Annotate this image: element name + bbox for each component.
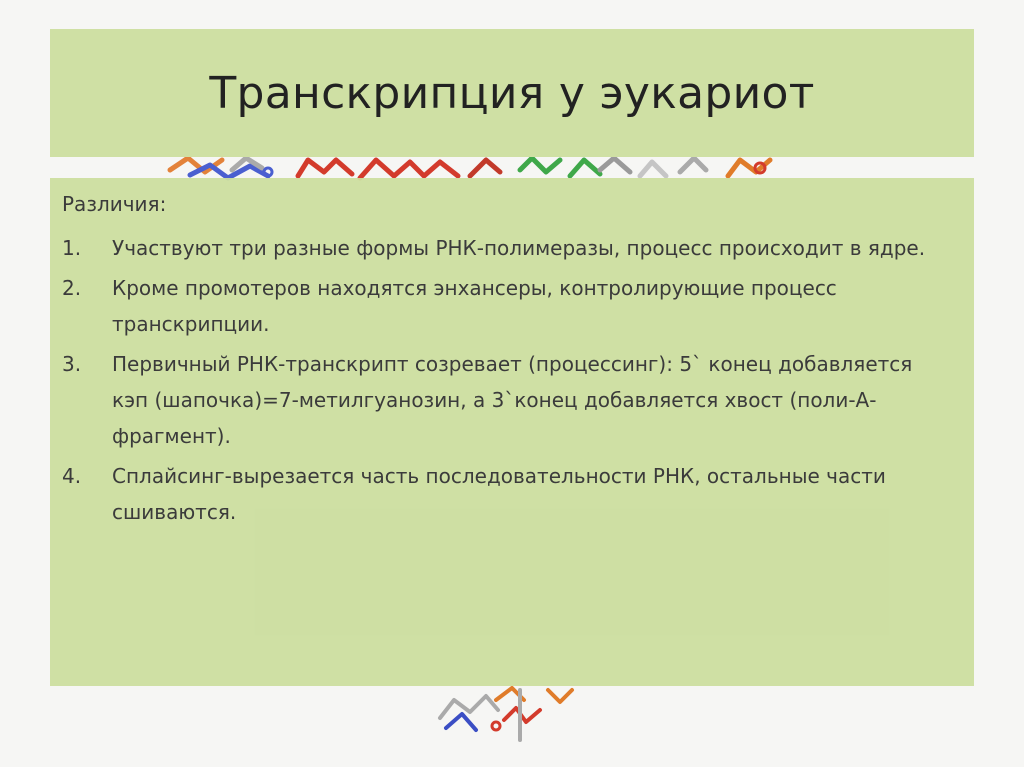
list-item <box>62 346 948 454</box>
list-item-text: Кроме промотеров находятся энхансеры, контролирующие процесс транскрипции. <box>112 276 837 336</box>
intro-text: Различия: <box>62 192 167 216</box>
list-item-text: Сплайсинг-вырезается часть последовательности РНК, остальные части сшиваются. <box>112 464 886 524</box>
content-box <box>50 178 974 686</box>
list-item-text: Участвуют три разные формы РНК-полимеразы, процесс происходит в ядре. <box>112 236 926 260</box>
differences-list <box>62 230 948 530</box>
list-item-number: 1. <box>62 236 82 260</box>
list-item-number: 4. <box>62 464 82 488</box>
list-item <box>62 230 948 266</box>
list-item <box>62 458 948 530</box>
list-item-number: 2. <box>62 276 82 300</box>
list-item-number: 3. <box>62 352 82 376</box>
slide-title: Транскрипция у эукариот <box>209 67 815 119</box>
title-box <box>50 29 974 157</box>
list-item <box>62 270 948 342</box>
list-item-text: Первичный РНК-транскрипт созревает (процессинг): 5` конец добавляется кэп (шапочка)=7-метилгуанозин, а 3`конец добавляется хвост (поли-А-фрагмент). <box>112 352 913 448</box>
